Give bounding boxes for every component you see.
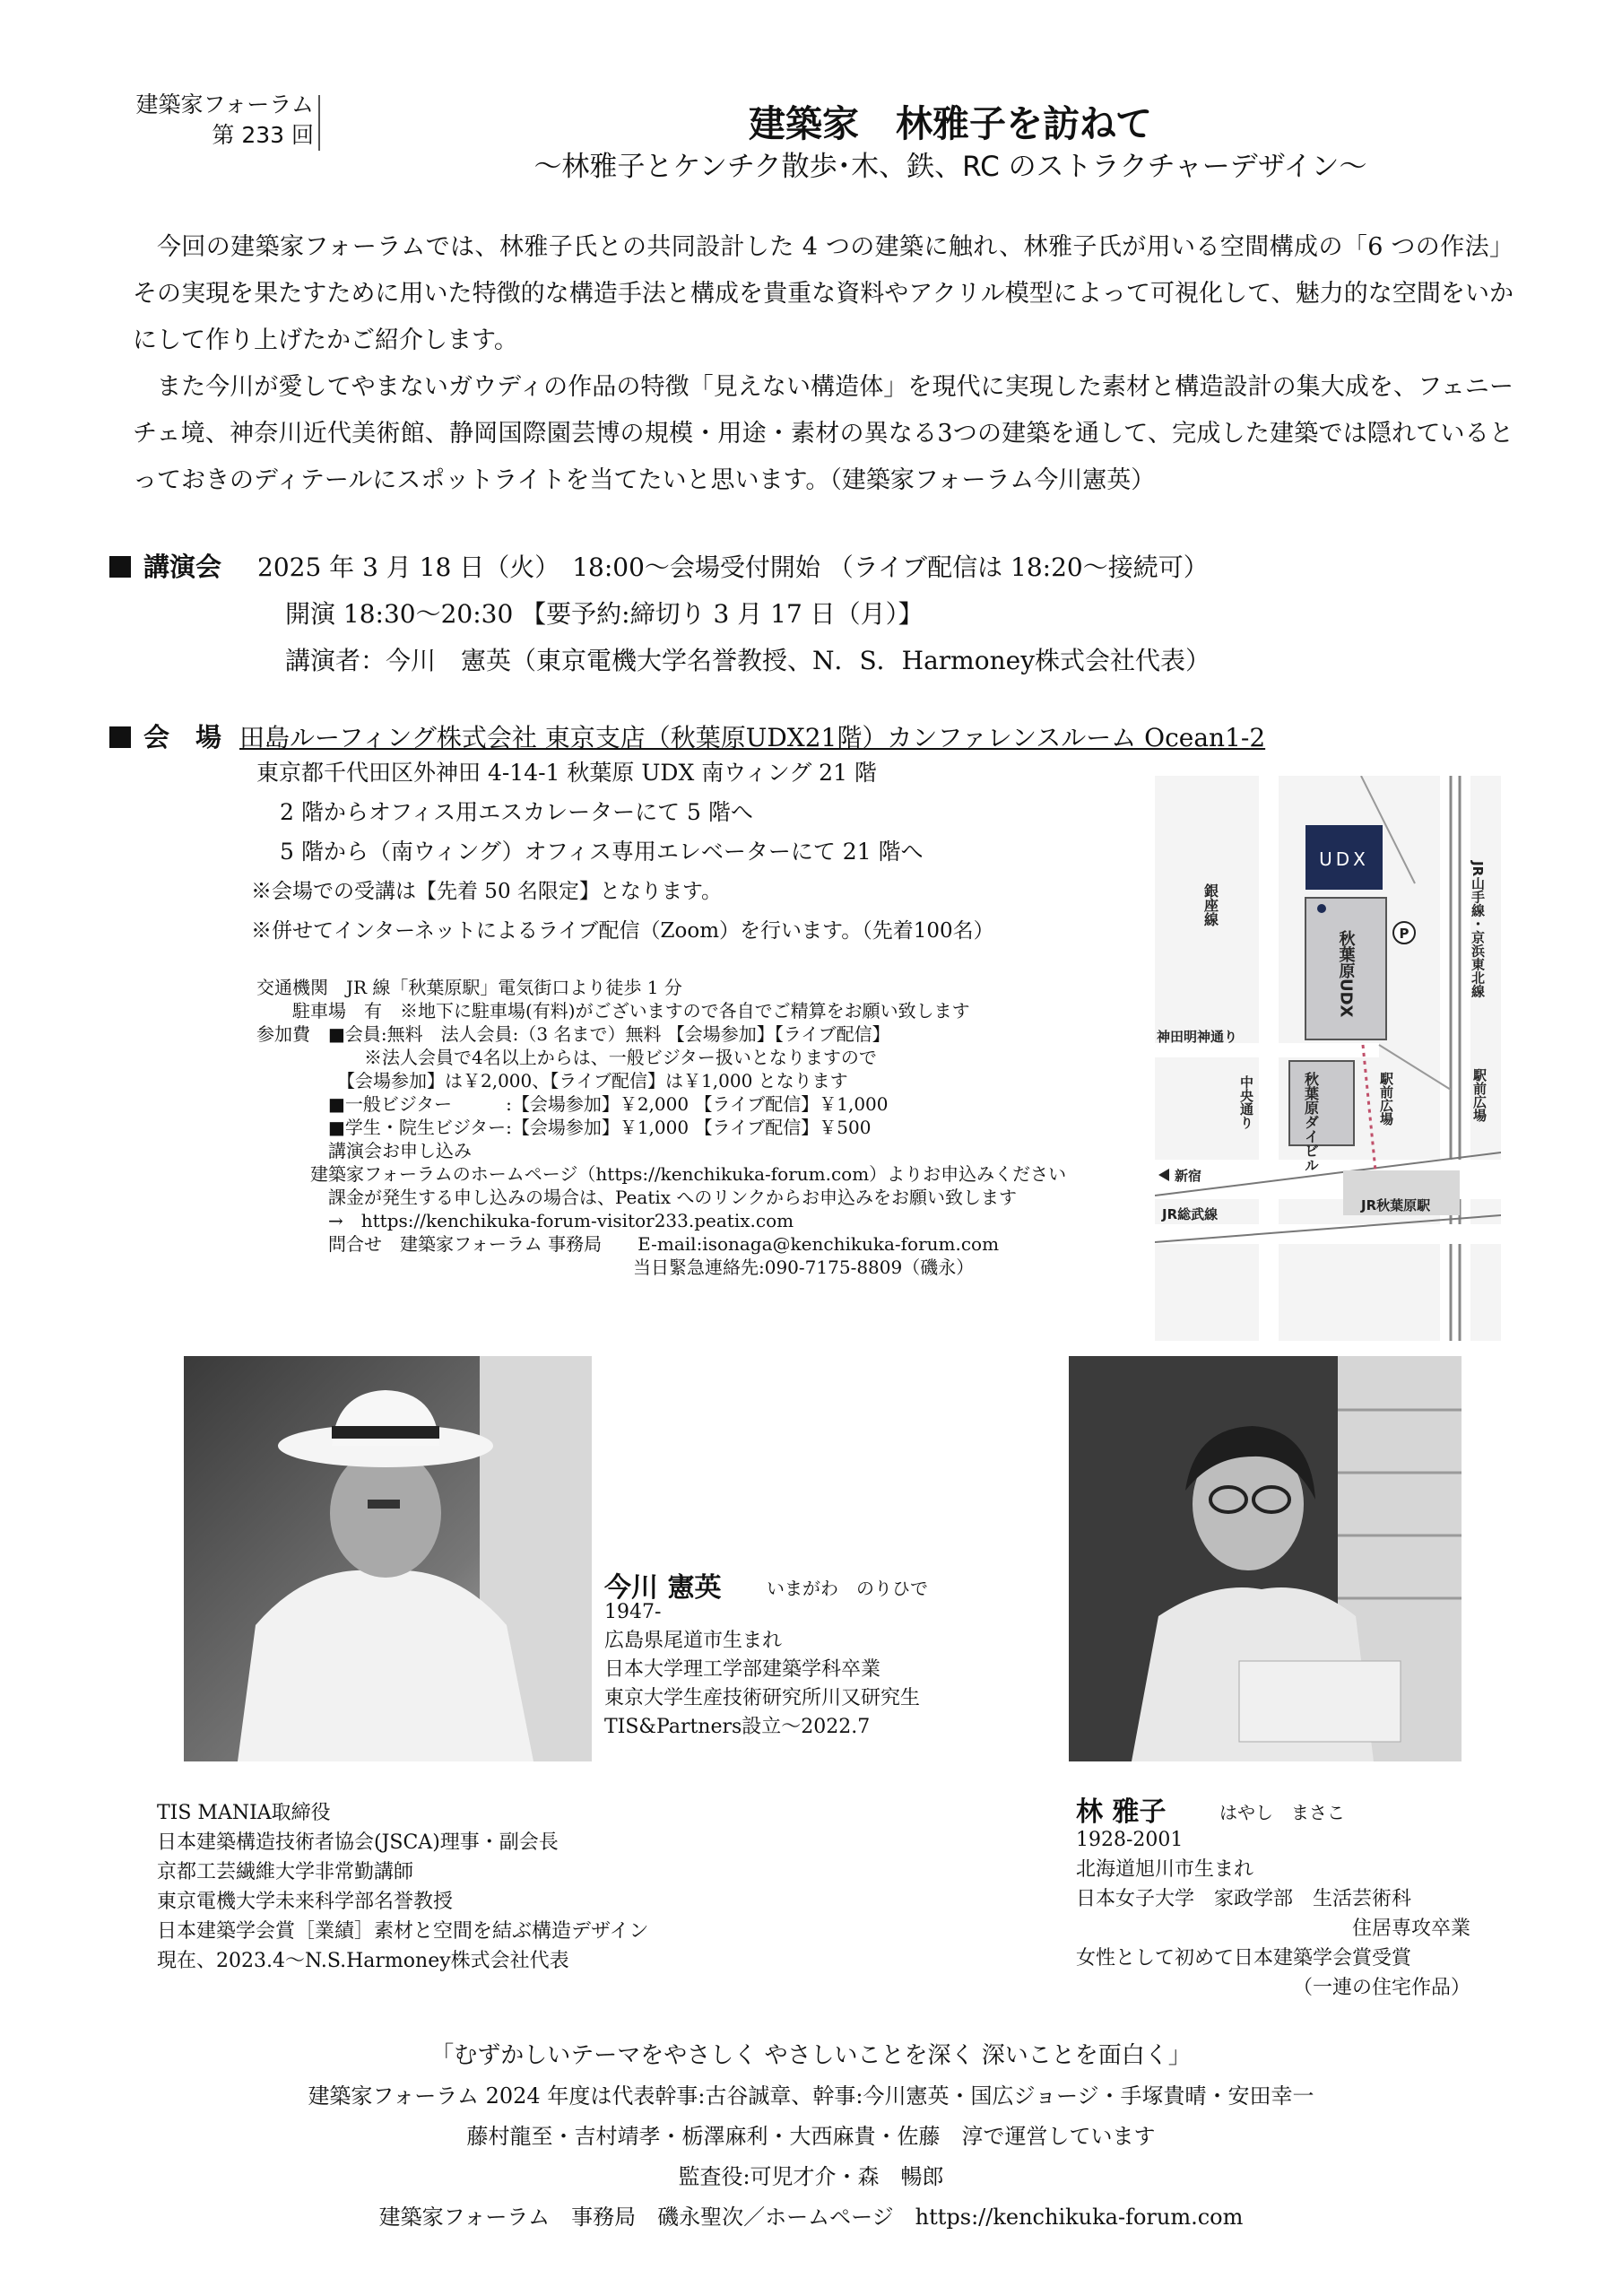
venue-details: [251, 753, 994, 951]
map-jr-yamanote: JR山手線・京浜東北線: [1470, 861, 1486, 998]
info-line: 【会場参加】は￥2,000、【ライブ配信】は￥1,000 となります: [256, 1070, 848, 1091]
career-line: 現在、2023.4～N.S.Harmoney株式会社代表: [157, 1950, 569, 1972]
venue-route-2: 5 階から（南ウィング）オフィス専用エレベーターにて 21 階へ: [280, 839, 924, 865]
venue-name: 田島ルーフィング株式会社 東京支店（秋葉原UDX21階）カンファレンスルーム Ocean1-2: [239, 723, 1266, 752]
venue-route-1: 2 階からオフィス用エスカレーターにて 5 階へ: [280, 799, 753, 825]
bio-line: 北海道旭川市生まれ: [1076, 1858, 1254, 1881]
map-udx-building: 秋葉原UDX: [1336, 930, 1356, 1018]
imagawa-reading: いまがわ のりひで: [767, 1578, 928, 1599]
bio-line: 1947-: [604, 1601, 662, 1623]
intro-paragraph-2: また今川が愛してやまないガウディの作品の特徴「見えない構造体」を現代に実現した素材と構造設計の集大成を、フェニーチェ境、神奈川近代美術館、静岡国際園芸博の規模・用途・素材の異なる3つの建築を通して、完成した建築では隠れているとっておきのディテールにスポットライトを当てたいと思います。（建築家フォーラム今川憲英）: [133, 373, 1514, 494]
venue-note-2: ※併せてインターネットによるライブ配信（Zoom）を行います。（先着100名）: [251, 919, 994, 943]
lecture-section: [109, 544, 1544, 684]
header-divider: [318, 95, 320, 151]
map-ginza-line: 銀座線: [1201, 883, 1219, 926]
venue-map: [1155, 776, 1501, 1341]
info-line: 参加費 ■会員:無料 法人会員:（3 名まで）無料 【会場参加】【ライブ配信】: [256, 1023, 890, 1045]
series-number: 第 233 回: [212, 122, 314, 148]
lecture-date: 2025 年 3 月 18 日（火） 18:00～会場受付開始 （ライブ配信は 18:20～接続可）: [257, 552, 1209, 582]
footer-line: 建築家フォーラム 事務局 磯永聖次／ホームページ https://kenchikuka-forum.com: [378, 2205, 1244, 2230]
info-line: 問合せ 建築家フォーラム 事務局 E-mail:isonaga@kenchikuka-forum.com: [256, 1233, 1000, 1255]
lecture-label: 講演会: [143, 552, 222, 582]
bio-line: 日本大学理工学部建築学科卒業: [604, 1658, 881, 1681]
info-line: 当日緊急連絡先:090-7175-8809（磯永）: [256, 1257, 975, 1278]
footer-motto: 「むずかしいテーマをやさしく やさしいことを深く 深いことを面白く」: [430, 2042, 1192, 2069]
career-line: 京都工芸繊維大学非常勤講師: [157, 1861, 414, 1883]
imagawa-photo: [184, 1356, 592, 1761]
lecture-time: 開演 18:30～20:30 【要予約:締切り 3 月 17 日（月）】: [285, 599, 924, 629]
bio-line: 日本女子大学 家政学部 生活芸術科: [1076, 1888, 1412, 1910]
lecture-speaker: 講演者：今川 憲英（東京電機大学名誉教授、N．S．Harmoney株式会社代表）: [285, 646, 1211, 675]
map-udx-sign: UDX: [1319, 848, 1369, 870]
map-parking-icon: P: [1399, 926, 1409, 942]
map-ekimae-hiroba-2: 駅前広場: [1471, 1068, 1488, 1122]
bio-line: 女性として初めて日本建築学会賞受賞: [1076, 1947, 1412, 1970]
info-line: 建築家フォーラムのホームページ（https://kenchikuka-forum.com）よりお申込みください: [256, 1163, 1067, 1185]
venue-address: 東京都千代田区外神田 4-14-1 秋葉原 UDX 南ウィング 21 階: [256, 760, 877, 786]
imagawa-bio: [604, 1598, 920, 1742]
venue-label: 会 場: [143, 722, 222, 752]
hayashi-photo: [1069, 1356, 1462, 1761]
hayashi-name: 林 雅子: [1076, 1796, 1167, 1828]
intro-text: [133, 224, 1514, 504]
info-line: 講演会お申し込み: [256, 1140, 472, 1161]
map-chuo-dori: 中央通り: [1238, 1075, 1254, 1129]
career-line: TIS MANIA取締役: [157, 1802, 331, 1824]
info-line: ■学生・院生ビジター:【会場参加】￥1,000 【ライブ配信】￥500: [256, 1117, 872, 1138]
venue-header: [109, 718, 1265, 754]
imagawa-career: [157, 1798, 648, 1976]
info-line: 課金が発生する申し込みの場合は、Peatix へのリンクからお申込みをお願い致します: [256, 1187, 1017, 1208]
venue-note-1: ※会場での受講は【先着 50 名限定】となります。: [251, 880, 723, 903]
page-title: 建築家 林雅子を訪ねて: [749, 102, 1152, 145]
hayashi-bio: [1076, 1825, 1479, 2003]
series-label: [99, 90, 314, 151]
footer-line: 建築家フォーラム 2024 年度は代表幹事:古谷誠章、幹事:今川憲英・国広ジョージ・手塚貴晴・安田幸一: [308, 2083, 1314, 2109]
map-ekimae-hiroba-1: 駅前広場: [1378, 1072, 1394, 1126]
info-line: → https://kenchikuka-forum-visitor233.peatix.com: [256, 1210, 794, 1231]
bio-line: 1928-2001: [1076, 1829, 1184, 1851]
map-daibiru: 秋葉原ダイビル: [1302, 1072, 1320, 1172]
career-line: 東京電機大学未来科学部名誉教授: [157, 1891, 454, 1913]
imagawa-name: 今川 憲英: [604, 1572, 722, 1604]
info-block: [256, 976, 1066, 1279]
bio-line: TIS&Partners設立～2022.7: [604, 1716, 871, 1738]
bio-line: 東京大学生産技術研究所川又研究生: [604, 1687, 921, 1709]
info-line: ■一般ビジター :【会場参加】￥2,000 【ライブ配信】￥1,000: [256, 1093, 889, 1115]
map-kanda-myojin: 神田明神通り: [1157, 1029, 1238, 1045]
info-line: 交通機関 JR 線「秋葉原駅」電気街口より徒歩 1 分: [256, 977, 682, 998]
footer-line: 監査役:可児才介・森 暢郎: [678, 2164, 944, 2189]
bio-line: （一連の住宅作品）: [1292, 1977, 1470, 1999]
square-bullet-icon: [109, 726, 131, 748]
info-line: ※法人会員で4名以上からは、一般ビジター扱いとなりますので: [256, 1047, 877, 1068]
footer: [90, 2036, 1532, 2238]
hayashi-reading: はやし まさこ: [1219, 1802, 1345, 1823]
intro-paragraph-1: 今回の建築家フォーラムでは、林雅子氏との共同設計した 4 つの建築に触れ、林雅子氏が用いる空間構成の「6 つの作法」その実現を果たすために用いた特徴的な構造手法と構成を貴重な資料やアクリル模型によって可視化して、魅力的な空間をいかにして作り上げたかご紹介します。: [133, 233, 1514, 354]
map-shinjuku: 新宿: [1175, 1168, 1202, 1184]
footer-line: 藤村龍至・吉村靖孝・栃澤麻利・大西麻貴・佐藤 淳で運営しています: [466, 2124, 1156, 2149]
career-line: 日本建築学会賞［業績］素材と空間を結ぶ構造デザイン: [157, 1920, 649, 1943]
map-jr-akihabara: JR秋葉原駅: [1361, 1197, 1431, 1213]
square-bullet-icon: [109, 556, 131, 578]
bio-line: 住居専攻卒業: [1351, 1918, 1470, 1940]
bio-line: 広島県尾道市生まれ: [604, 1630, 783, 1652]
series-name: 建築家フォーラム: [135, 91, 314, 117]
info-line: 駐車場 有 ※地下に駐車場(有料)がございますので各自でご精算をお願い致します: [256, 1000, 970, 1022]
page-subtitle: ～林雅子とケンチク散歩･木、鉄、RC のストラクチャーデザイン～: [533, 151, 1367, 183]
map-jr-sobu: JR総武線: [1162, 1206, 1219, 1222]
career-line: 日本建築構造技術者協会(JSCA)理事・副会長: [157, 1831, 559, 1854]
